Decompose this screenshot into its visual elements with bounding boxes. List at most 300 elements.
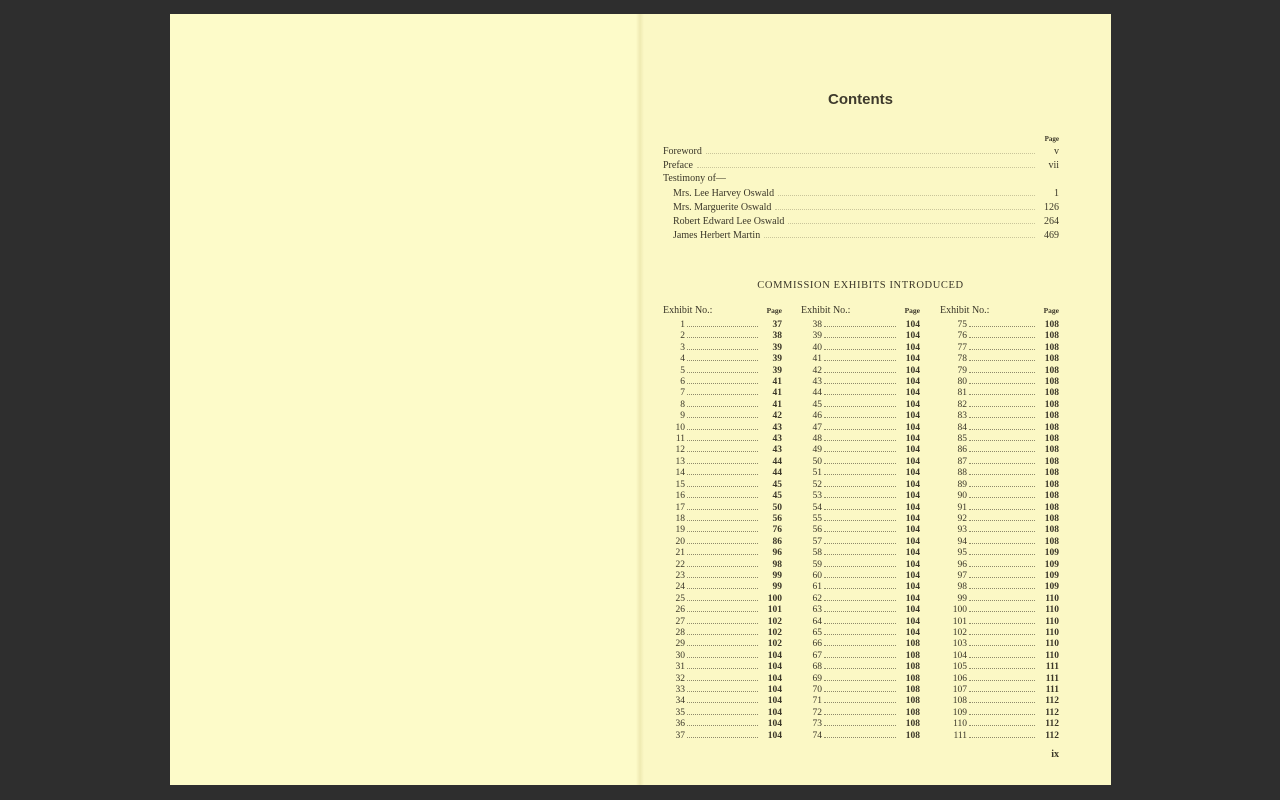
dot-leader bbox=[824, 501, 896, 510]
dot-leader bbox=[687, 341, 758, 350]
exhibit-row bbox=[663, 683, 782, 694]
exhibit-page: 43 bbox=[772, 434, 782, 445]
exhibit-row bbox=[801, 386, 920, 397]
dot-leader bbox=[687, 386, 758, 395]
exhibit-row bbox=[663, 512, 782, 523]
exhibit-page: 108 bbox=[905, 696, 920, 707]
exhibit-number: 50 bbox=[812, 456, 822, 467]
dot-leader bbox=[764, 228, 1035, 238]
exhibit-number: 41 bbox=[812, 354, 822, 365]
dot-leader bbox=[824, 729, 896, 738]
dot-leader bbox=[824, 364, 896, 373]
dot-leader bbox=[687, 523, 758, 532]
dot-leader bbox=[969, 364, 1035, 373]
exhibit-row bbox=[801, 558, 920, 569]
exhibit-page: 111 bbox=[1045, 685, 1059, 695]
exhibit-page: 108 bbox=[1044, 342, 1059, 353]
exhibit-rows bbox=[940, 318, 1059, 740]
dot-leader bbox=[824, 694, 896, 703]
exhibit-page: 104 bbox=[905, 422, 920, 433]
dot-leader bbox=[824, 706, 896, 715]
exhibit-number: 99 bbox=[957, 593, 967, 604]
exhibit-row bbox=[940, 478, 1059, 489]
exhibit-row bbox=[663, 432, 782, 443]
exhibit-number: 33 bbox=[675, 685, 685, 695]
exhibit-row bbox=[940, 352, 1059, 363]
exhibit-page: 45 bbox=[772, 491, 782, 502]
exhibit-number: 30 bbox=[675, 650, 685, 661]
dot-leader bbox=[687, 443, 758, 452]
exhibit-number: 62 bbox=[812, 593, 822, 604]
exhibit-row bbox=[940, 443, 1059, 454]
dot-leader bbox=[969, 580, 1035, 589]
exhibit-number: 63 bbox=[812, 605, 822, 616]
dot-leader bbox=[687, 432, 758, 441]
dot-leader bbox=[778, 186, 1035, 196]
exhibit-number: 43 bbox=[812, 377, 822, 388]
exhibit-row bbox=[801, 455, 920, 466]
exhibit-number: 1 bbox=[680, 320, 685, 330]
exhibit-page: 110 bbox=[1045, 650, 1059, 661]
exhibit-row bbox=[801, 432, 920, 443]
exhibit-page: 109 bbox=[1044, 559, 1059, 570]
dot-leader bbox=[969, 706, 1035, 715]
dot-leader bbox=[969, 615, 1035, 624]
dot-leader bbox=[824, 386, 896, 395]
exhibit-row bbox=[940, 592, 1059, 603]
exhibit-page: 108 bbox=[1044, 434, 1059, 445]
exhibit-row bbox=[801, 569, 920, 580]
exhibit-row bbox=[663, 352, 782, 363]
exhibit-page: 108 bbox=[1044, 525, 1059, 536]
dot-leader bbox=[824, 478, 896, 487]
dot-leader bbox=[788, 214, 1035, 224]
dot-leader bbox=[687, 535, 758, 544]
dot-leader bbox=[969, 501, 1035, 510]
dot-leader bbox=[687, 626, 758, 635]
toc-page-header: Page bbox=[1044, 135, 1059, 143]
exhibit-page: 104 bbox=[905, 320, 920, 330]
exhibit-number: 67 bbox=[812, 650, 822, 661]
exhibit-row bbox=[663, 660, 782, 671]
dot-leader bbox=[969, 318, 1035, 327]
exhibit-number: 59 bbox=[812, 559, 822, 570]
dot-leader bbox=[824, 398, 896, 407]
exhibit-number: 48 bbox=[812, 434, 822, 445]
exhibit-row bbox=[663, 375, 782, 386]
exhibit-row bbox=[663, 501, 782, 512]
exhibit-number: 88 bbox=[957, 468, 967, 479]
toc-entry-label: Mrs. Lee Harvey Oswald bbox=[673, 188, 775, 199]
exhibit-page: 104 bbox=[905, 570, 920, 581]
exhibit-row bbox=[801, 443, 920, 454]
exhibit-row bbox=[940, 398, 1059, 409]
exhibit-number: 6 bbox=[680, 377, 685, 388]
exhibit-row bbox=[940, 580, 1059, 591]
exhibit-page: 108 bbox=[1044, 388, 1059, 399]
exhibit-number: 20 bbox=[675, 536, 685, 547]
exhibit-page: 111 bbox=[1045, 662, 1059, 673]
exhibit-page: 86 bbox=[772, 536, 782, 547]
exhibit-row bbox=[663, 603, 782, 614]
exhibit-page: 110 bbox=[1045, 627, 1059, 638]
exhibit-page-header: Page bbox=[1043, 306, 1059, 315]
exhibit-row bbox=[940, 523, 1059, 534]
exhibit-number: 81 bbox=[957, 388, 967, 399]
exhibit-row bbox=[663, 329, 782, 340]
exhibit-number: 72 bbox=[812, 707, 822, 718]
exhibit-page: 104 bbox=[905, 399, 920, 410]
exhibit-row bbox=[940, 660, 1059, 671]
dot-leader bbox=[687, 729, 758, 738]
exhibit-number: 19 bbox=[675, 525, 685, 536]
dot-leader bbox=[687, 546, 758, 555]
dot-leader bbox=[706, 144, 1035, 154]
dot-leader bbox=[969, 466, 1035, 475]
exhibit-row bbox=[940, 341, 1059, 352]
exhibit-page: 104 bbox=[905, 605, 920, 616]
dot-leader bbox=[969, 649, 1035, 658]
exhibit-page: 108 bbox=[905, 639, 920, 650]
dot-leader bbox=[687, 478, 758, 487]
exhibit-number: 9 bbox=[680, 411, 685, 422]
exhibit-row bbox=[940, 455, 1059, 466]
exhibit-row bbox=[940, 546, 1059, 557]
exhibit-number: 16 bbox=[675, 491, 685, 502]
toc-entry bbox=[663, 186, 1059, 200]
exhibit-number: 79 bbox=[957, 365, 967, 376]
exhibit-number: 102 bbox=[952, 627, 967, 638]
exhibit-number: 107 bbox=[952, 685, 967, 695]
exhibit-page: 104 bbox=[905, 513, 920, 524]
toc-entry-page: vii bbox=[1048, 160, 1059, 171]
exhibit-row bbox=[663, 421, 782, 432]
exhibit-page: 104 bbox=[905, 445, 920, 456]
dot-leader bbox=[969, 409, 1035, 418]
exhibit-page: 112 bbox=[1045, 696, 1059, 707]
dot-leader bbox=[824, 558, 896, 567]
exhibit-page: 110 bbox=[1045, 616, 1059, 627]
dot-leader bbox=[969, 683, 1035, 692]
dot-leader bbox=[687, 637, 758, 646]
dot-leader bbox=[775, 200, 1035, 210]
exhibit-row bbox=[663, 455, 782, 466]
exhibit-number: 105 bbox=[952, 662, 967, 673]
exhibit-number: 65 bbox=[812, 627, 822, 638]
exhibit-number: 96 bbox=[957, 559, 967, 570]
exhibit-page: 104 bbox=[767, 673, 782, 684]
dot-leader bbox=[824, 683, 896, 692]
dot-leader bbox=[687, 489, 758, 498]
exhibit-row bbox=[801, 421, 920, 432]
exhibit-row bbox=[940, 466, 1059, 477]
dot-leader bbox=[687, 329, 758, 338]
exhibit-page: 104 bbox=[905, 502, 920, 513]
exhibit-row bbox=[801, 637, 920, 648]
exhibit-number: 86 bbox=[957, 445, 967, 456]
exhibit-page: 108 bbox=[1044, 331, 1059, 342]
exhibit-row bbox=[663, 398, 782, 409]
dot-leader bbox=[969, 569, 1035, 578]
exhibit-page: 108 bbox=[1044, 536, 1059, 547]
toc-entry-label: James Herbert Martin bbox=[673, 230, 761, 241]
exhibit-page: 104 bbox=[905, 411, 920, 422]
exhibit-page: 43 bbox=[772, 422, 782, 433]
dot-leader bbox=[969, 329, 1035, 338]
exhibit-rows bbox=[663, 318, 782, 740]
exhibit-number: 87 bbox=[957, 456, 967, 467]
exhibit-number: 26 bbox=[675, 605, 685, 616]
dot-leader bbox=[969, 432, 1035, 441]
dot-leader bbox=[969, 455, 1035, 464]
dot-leader bbox=[824, 637, 896, 646]
exhibit-number: 89 bbox=[957, 479, 967, 490]
exhibit-number: 47 bbox=[812, 422, 822, 433]
exhibit-page: 108 bbox=[1044, 491, 1059, 502]
exhibit-page: 104 bbox=[905, 627, 920, 638]
dot-leader bbox=[969, 398, 1035, 407]
exhibit-number: 66 bbox=[812, 639, 822, 650]
exhibit-number: 5 bbox=[680, 365, 685, 376]
dot-leader bbox=[687, 466, 758, 475]
exhibit-column-header bbox=[801, 305, 920, 318]
exhibit-row bbox=[663, 729, 782, 740]
exhibit-number: 3 bbox=[680, 342, 685, 353]
exhibit-row bbox=[801, 318, 920, 329]
exhibit-column-3 bbox=[940, 305, 1059, 740]
exhibit-row bbox=[940, 626, 1059, 637]
exhibit-row bbox=[940, 375, 1059, 386]
exhibit-page: 104 bbox=[905, 593, 920, 604]
dot-leader bbox=[687, 672, 758, 681]
exhibit-number: 12 bbox=[675, 445, 685, 456]
dot-leader bbox=[824, 649, 896, 658]
exhibits-title: COMMISSION EXHIBITS INTRODUCED bbox=[757, 280, 964, 291]
dot-leader bbox=[969, 672, 1035, 681]
dot-leader bbox=[687, 683, 758, 692]
exhibit-page: 104 bbox=[905, 536, 920, 547]
dot-leader bbox=[824, 409, 896, 418]
exhibit-number: 64 bbox=[812, 616, 822, 627]
exhibit-number: 15 bbox=[675, 479, 685, 490]
exhibit-number: 68 bbox=[812, 662, 822, 673]
exhibit-row bbox=[940, 717, 1059, 728]
exhibit-page: 108 bbox=[905, 650, 920, 661]
dot-leader bbox=[969, 660, 1035, 669]
exhibit-row bbox=[801, 580, 920, 591]
exhibit-number: 22 bbox=[675, 559, 685, 570]
dot-leader bbox=[969, 535, 1035, 544]
exhibit-page: 44 bbox=[772, 468, 782, 479]
dot-leader bbox=[687, 375, 758, 384]
exhibit-row bbox=[801, 329, 920, 340]
exhibit-row bbox=[801, 489, 920, 500]
exhibit-row bbox=[801, 694, 920, 705]
exhibit-row bbox=[940, 649, 1059, 660]
exhibit-row bbox=[663, 443, 782, 454]
exhibit-number: 53 bbox=[812, 491, 822, 502]
exhibit-row bbox=[663, 717, 782, 728]
exhibit-page: 104 bbox=[905, 525, 920, 536]
exhibit-page: 102 bbox=[767, 616, 782, 627]
dot-leader bbox=[969, 729, 1035, 738]
exhibit-row bbox=[940, 409, 1059, 420]
exhibit-row bbox=[801, 409, 920, 420]
exhibit-number: 39 bbox=[812, 331, 822, 342]
exhibit-row bbox=[940, 637, 1059, 648]
exhibit-number: 57 bbox=[812, 536, 822, 547]
exhibit-number: 13 bbox=[675, 456, 685, 467]
exhibit-page: 42 bbox=[772, 411, 782, 422]
exhibit-row bbox=[940, 318, 1059, 329]
exhibit-page: 104 bbox=[767, 662, 782, 673]
dot-leader bbox=[824, 443, 896, 452]
exhibit-number: 32 bbox=[675, 673, 685, 684]
dot-leader bbox=[824, 660, 896, 669]
exhibit-row bbox=[801, 523, 920, 534]
exhibit-page: 104 bbox=[905, 468, 920, 479]
exhibit-number: 10 bbox=[675, 422, 685, 433]
exhibit-number: 17 bbox=[675, 502, 685, 513]
exhibit-row bbox=[663, 489, 782, 500]
exhibit-row bbox=[801, 478, 920, 489]
exhibit-row bbox=[663, 592, 782, 603]
exhibit-number: 80 bbox=[957, 377, 967, 388]
exhibit-page: 37 bbox=[772, 320, 782, 330]
exhibit-row bbox=[663, 478, 782, 489]
dot-leader bbox=[687, 352, 758, 361]
toc-entry bbox=[663, 228, 1059, 242]
exhibit-number: 58 bbox=[812, 548, 822, 559]
exhibit-page: 104 bbox=[905, 491, 920, 502]
exhibit-column-2 bbox=[801, 305, 920, 740]
exhibit-page: 99 bbox=[772, 570, 782, 581]
exhibit-number: 2 bbox=[680, 331, 685, 342]
exhibit-page: 108 bbox=[905, 673, 920, 684]
exhibit-number: 75 bbox=[957, 320, 967, 330]
exhibit-page: 104 bbox=[767, 696, 782, 707]
exhibit-row bbox=[801, 546, 920, 557]
exhibit-page: 41 bbox=[772, 388, 782, 399]
exhibit-row bbox=[663, 364, 782, 375]
exhibit-row bbox=[940, 558, 1059, 569]
exhibit-number: 91 bbox=[957, 502, 967, 513]
exhibit-row bbox=[663, 386, 782, 397]
dot-leader bbox=[824, 569, 896, 578]
exhibit-page: 50 bbox=[772, 502, 782, 513]
dot-leader bbox=[687, 706, 758, 715]
exhibit-number: 55 bbox=[812, 513, 822, 524]
exhibit-number: 111 bbox=[953, 730, 967, 741]
exhibit-page: 108 bbox=[1044, 354, 1059, 365]
exhibit-page: 108 bbox=[1044, 502, 1059, 513]
dot-leader bbox=[687, 569, 758, 578]
exhibit-number: 101 bbox=[952, 616, 967, 627]
exhibit-row bbox=[801, 364, 920, 375]
exhibit-number: 69 bbox=[812, 673, 822, 684]
exhibit-page: 109 bbox=[1044, 582, 1059, 593]
exhibit-page: 100 bbox=[767, 593, 782, 604]
exhibit-page: 112 bbox=[1045, 707, 1059, 718]
dot-leader bbox=[687, 558, 758, 567]
exhibit-row bbox=[663, 546, 782, 557]
exhibit-page: 112 bbox=[1045, 719, 1059, 730]
exhibit-number: 95 bbox=[957, 548, 967, 559]
exhibit-number: 82 bbox=[957, 399, 967, 410]
dot-leader bbox=[969, 352, 1035, 361]
exhibit-page: 104 bbox=[767, 707, 782, 718]
toc-entry-label: Mrs. Marguerite Oswald bbox=[673, 202, 772, 213]
exhibit-page: 38 bbox=[772, 331, 782, 342]
exhibit-row bbox=[940, 512, 1059, 523]
exhibit-row bbox=[940, 489, 1059, 500]
exhibit-page: 104 bbox=[767, 719, 782, 730]
dot-leader bbox=[824, 318, 896, 327]
exhibit-page: 104 bbox=[767, 650, 782, 661]
dot-leader bbox=[824, 466, 896, 475]
dot-leader bbox=[969, 558, 1035, 567]
exhibit-number: 11 bbox=[675, 434, 685, 445]
dot-leader bbox=[687, 649, 758, 658]
exhibit-no-header: Exhibit No.: bbox=[940, 305, 990, 316]
exhibit-number: 8 bbox=[680, 399, 685, 410]
dot-leader bbox=[824, 546, 896, 555]
exhibit-row bbox=[663, 523, 782, 534]
exhibit-row bbox=[801, 672, 920, 683]
toc-entry bbox=[663, 158, 1059, 172]
testimony-heading-label: Testimony of— bbox=[663, 173, 726, 184]
dot-leader bbox=[687, 580, 758, 589]
exhibit-page: 104 bbox=[767, 685, 782, 695]
exhibit-number: 98 bbox=[957, 582, 967, 593]
exhibit-row bbox=[663, 626, 782, 637]
exhibit-page: 108 bbox=[1044, 411, 1059, 422]
dot-leader bbox=[969, 603, 1035, 612]
exhibit-number: 54 bbox=[812, 502, 822, 513]
exhibit-row bbox=[940, 329, 1059, 340]
exhibit-page: 108 bbox=[1044, 468, 1059, 479]
exhibit-number: 27 bbox=[675, 616, 685, 627]
dot-leader bbox=[969, 386, 1035, 395]
exhibit-number: 28 bbox=[675, 627, 685, 638]
dot-leader bbox=[824, 375, 896, 384]
exhibit-row bbox=[801, 341, 920, 352]
exhibit-row bbox=[663, 409, 782, 420]
table-of-contents bbox=[663, 135, 1059, 242]
exhibit-row bbox=[940, 386, 1059, 397]
exhibit-rows bbox=[801, 318, 920, 740]
exhibit-page: 104 bbox=[767, 730, 782, 741]
dot-leader bbox=[697, 158, 1035, 168]
dot-leader bbox=[824, 717, 896, 726]
dot-leader bbox=[824, 580, 896, 589]
exhibit-number: 97 bbox=[957, 570, 967, 581]
exhibit-number: 83 bbox=[957, 411, 967, 422]
exhibit-number: 46 bbox=[812, 411, 822, 422]
exhibit-row bbox=[801, 649, 920, 660]
exhibit-page: 104 bbox=[905, 342, 920, 353]
exhibit-row bbox=[801, 660, 920, 671]
toc-testimony bbox=[663, 186, 1059, 242]
exhibit-number: 31 bbox=[675, 662, 685, 673]
dot-leader bbox=[824, 615, 896, 624]
exhibit-number: 93 bbox=[957, 525, 967, 536]
exhibit-page: 108 bbox=[905, 662, 920, 673]
dot-leader bbox=[969, 626, 1035, 635]
exhibit-row bbox=[663, 615, 782, 626]
exhibit-number: 77 bbox=[957, 342, 967, 353]
exhibit-page: 104 bbox=[905, 616, 920, 627]
